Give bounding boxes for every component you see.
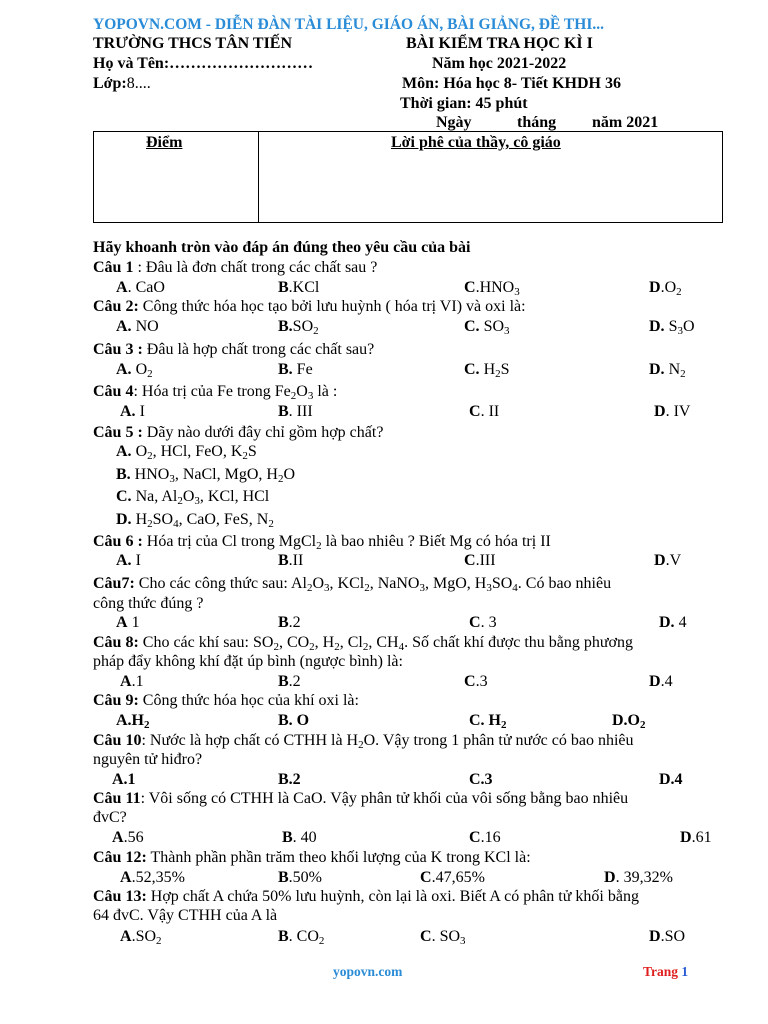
- q9-option-b[interactable]: B. O: [278, 712, 310, 729]
- q3-option-a[interactable]: A. $O_2$: [116, 361, 153, 380]
- q10-option-d[interactable]: D.4: [659, 771, 683, 788]
- q13-option-c[interactable]: C. $SO_3$: [420, 928, 466, 947]
- time-line: Thời gian: 45 phút: [400, 95, 528, 112]
- q11-option-c[interactable]: C.16: [469, 829, 501, 846]
- footer-page-number: [643, 962, 688, 982]
- question-7-cont: công thức đúng ?: [93, 595, 204, 612]
- q6-option-b[interactable]: B.II: [278, 552, 304, 569]
- q4-option-a[interactable]: A. I: [120, 403, 145, 420]
- question-12: Câu 12: Thành phần phần trăm theo khối lượng của K trong KCl là:: [93, 849, 531, 866]
- school-name: TRƯỜNG THCS TÂN TIẾN: [93, 35, 293, 52]
- q12-option-d[interactable]: D. 39,32%: [604, 869, 673, 886]
- question-1: [93, 258, 377, 278]
- question-3: Câu 3 : Đâu là hợp chất trong các chất sau?: [93, 341, 375, 358]
- question-2: Câu 2: Công thức hóa học tạo bởi lưu huỳnh ( hóa trị VI) và oxi là:: [93, 298, 526, 315]
- q5-option-a[interactable]: A. $O_2$, HCl, FeO, $K_2S$: [116, 443, 257, 462]
- question-13: Câu 13: Hợp chất A chứa 50% lưu huỳnh, còn lại là oxi. Biết A có phân tử khối bằng: [93, 888, 639, 905]
- page-number: 1: [681, 964, 689, 979]
- q11-option-a[interactable]: A.56: [112, 829, 144, 846]
- q11-option-d[interactable]: D.61: [680, 829, 712, 846]
- subject-line: Môn: Hóa học 8- Tiết KHDH 36: [402, 75, 621, 92]
- q11-option-b[interactable]: B. 40: [282, 829, 317, 846]
- q6-option-d[interactable]: D.V: [654, 552, 682, 569]
- q5-option-b[interactable]: B. $HNO_3$, NaCl, MgO, $H_2O$: [116, 466, 296, 485]
- q4-option-b[interactable]: B. III: [278, 403, 313, 420]
- q10-option-c[interactable]: C.3: [469, 771, 493, 788]
- q9-option-c[interactable]: C. $H_2$: [469, 712, 507, 731]
- q8-option-c[interactable]: C.3: [464, 673, 488, 690]
- question-9: Câu 9: Công thức hóa học của khí oxi là:: [93, 692, 359, 709]
- q5-option-d[interactable]: D. $H_2SO_4$, CaO, FeS, $N_2$: [116, 511, 274, 530]
- class-label: Lớp:: [93, 75, 127, 92]
- question-4: Câu 4: Hóa trị của Fe trong $Fe_2O_3$ là :: [93, 383, 338, 402]
- question-label: Câu 1: [93, 259, 134, 276]
- q6-option-a[interactable]: A. I: [116, 552, 141, 569]
- q4-option-d[interactable]: D. IV: [654, 403, 691, 420]
- q9-option-d[interactable]: $D.O_2$: [612, 712, 646, 731]
- question-8-cont: pháp đẩy không khí đặt úp bình (ngược bình) là:: [93, 653, 403, 670]
- date-day: Ngày: [436, 114, 472, 131]
- q2-option-d[interactable]: D. $S_3O$: [649, 318, 695, 337]
- q1-option-a[interactable]: A. CaO: [116, 279, 165, 296]
- question-text: : Đâu là đơn chất trong các chất sau ?: [133, 259, 378, 276]
- site-banner[interactable]: YOPOVN.COM - DIỄN ĐÀN TÀI LIỆU, GIÁO ÁN, BÀI GIẢNG, ĐỀ THI...: [93, 16, 604, 33]
- question-5: Câu 5 : Dãy nào dưới đây chỉ gồm hợp chất?: [93, 424, 384, 441]
- grade-box: [93, 131, 723, 223]
- grade-box-divider: [258, 132, 259, 222]
- q13-option-b[interactable]: B. $CO_2$: [278, 928, 325, 947]
- q10-option-a[interactable]: A.1: [112, 771, 136, 788]
- q1-option-b[interactable]: B.KCl: [278, 279, 320, 296]
- q12-option-c[interactable]: C.47,65%: [420, 869, 485, 886]
- question-8: Câu 8: Cho các khí sau: $SO_2$, $CO_2$, $H_2$, $Cl_2$, $CH_4$. Số chất khí được thu bằng phương: [93, 634, 633, 653]
- question-10-cont: nguyên tử hiđro?: [93, 751, 203, 768]
- date-month: tháng: [517, 114, 557, 131]
- student-name-label: Họ và Tên:………………………: [93, 55, 314, 72]
- q2-option-c[interactable]: C. $SO_3$: [464, 318, 510, 337]
- question-7: Câu7: Cho các công thức sau: $Al_2O_3$, KCl$_2$, NaNO$_3$, MgO, $H_3SO_4$. Có bao nhiêu: [93, 575, 612, 594]
- comment-label: Lời phê của thầy, cô giáo: [391, 134, 561, 151]
- class-line: [93, 74, 151, 94]
- q7-option-a[interactable]: A 1: [116, 614, 140, 631]
- q7-option-b[interactable]: B.2: [278, 614, 301, 631]
- q1-option-d[interactable]: $D.O_2$: [649, 279, 682, 298]
- school-year: Năm học 2021-2022: [432, 55, 567, 72]
- q10-option-b[interactable]: B.2: [278, 771, 301, 788]
- class-value: 8....: [126, 75, 151, 92]
- question-11: Câu 11: Vôi sống có CTHH là CaO. Vậy phân tử khối của vôi sống bằng bao nhiêu: [93, 790, 629, 807]
- q3-option-c[interactable]: C. $H_2S$: [464, 361, 510, 380]
- q3-option-b[interactable]: B. Fe: [278, 361, 313, 378]
- q7-option-d[interactable]: D. 4: [659, 614, 687, 631]
- q4-option-c[interactable]: C. II: [469, 403, 500, 420]
- question-6: Câu 6 : Hóa trị của Cl trong MgCl$_2$ là bao nhiêu ? Biết Mg có hóa trị II: [93, 533, 551, 552]
- q1-option-c[interactable]: $C.HNO_3$: [464, 279, 520, 298]
- q13-option-d[interactable]: D.SO: [649, 928, 686, 945]
- score-label: Điểm: [146, 134, 183, 151]
- q2-option-b[interactable]: $B.SO_2$: [278, 318, 319, 337]
- q2-option-a[interactable]: A. NO: [116, 318, 159, 335]
- q8-option-b[interactable]: B.2: [278, 673, 301, 690]
- q5-option-c[interactable]: C. Na, $Al_2O_3$, KCl, HCl: [116, 488, 270, 507]
- instruction: Hãy khoanh tròn vào đáp án đúng theo yêu cầu của bài: [93, 239, 471, 256]
- q12-option-b[interactable]: B.50%: [278, 869, 322, 886]
- question-10: Câu 10: Nước là hợp chất có CTHH là $H_2O$. Vậy trong 1 phân tử nước có bao nhiêu: [93, 732, 634, 751]
- date-year: năm 2021: [592, 114, 659, 131]
- q8-option-a[interactable]: A.1: [120, 673, 144, 690]
- footer-site-link[interactable]: yopovn.com: [333, 964, 403, 979]
- q6-option-c[interactable]: C.III: [464, 552, 496, 569]
- page-label: Trang: [643, 964, 679, 979]
- question-11-cont: đvC?: [93, 809, 127, 826]
- q9-option-a[interactable]: $A.H_2$: [116, 712, 150, 731]
- question-13-cont: 64 đvC. Vậy CTHH của A là: [93, 907, 278, 924]
- q3-option-d[interactable]: D. $N_2$: [649, 361, 686, 380]
- exam-title: BÀI KIỂM TRA HỌC KÌ I: [406, 35, 593, 52]
- q12-option-a[interactable]: A.52,35%: [120, 869, 185, 886]
- q13-option-a[interactable]: $A.SO_2$: [120, 928, 162, 947]
- q7-option-c[interactable]: C. 3: [469, 614, 497, 631]
- q8-option-d[interactable]: D.4: [649, 673, 673, 690]
